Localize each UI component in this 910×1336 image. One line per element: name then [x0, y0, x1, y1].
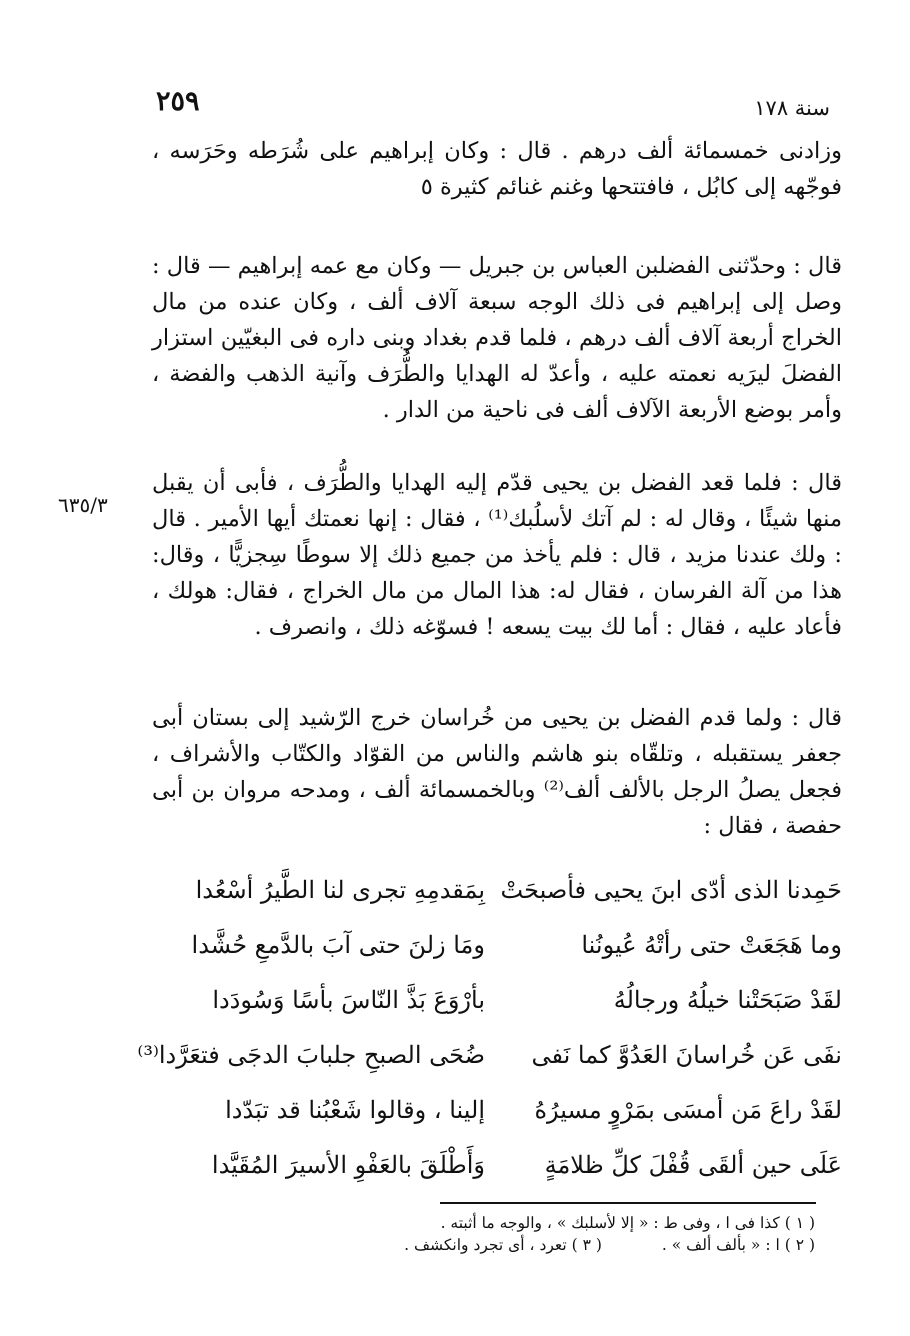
page-header: [150, 86, 830, 126]
footnotes: [255, 1212, 815, 1256]
footnote-1: ( ١ ) كذا فى ا ، وفى ط : « إلا لأسلبك » ، والوجه ما أثبته .: [440, 1214, 815, 1232]
footnote-2: ( ٢ ) ا : « بألف ألف » .: [661, 1236, 815, 1254]
poem: [130, 876, 842, 1206]
footnote-3: ( ٣ ) تعرد ، أى تجرد وانكشف .: [404, 1236, 602, 1254]
footnote-line: [255, 1234, 815, 1256]
paragraph: قال : فلما قعد الفضل بن يحيى قدّم إليه الهدايا والطُّرَف ، فأبى أن يقبل منها شيئًا ، وقال له : لم آتك لأسلُبك⁽¹⁾ ، فقال : إنها نعمتك أيها الأمير . قال : ولك عندنا مزيد ، قال : فلم يأخذ من جميع ذلك إلا سوطًا سِجزيًّا ، وقال: هذا من آلة الفرسان ، فقال له: هذا المال من مال الخراج ، فقال: هولك ، فأعاد عليه ، فقال : أما لك بيت يسعه ! فسوّغه ذلك ، وانصرف .: [152, 470, 843, 640]
verse-first-hemistich: وما هَجَعَتْ حتى رأتْهُ عُيونُنا: [581, 931, 842, 959]
poem-verse: [130, 931, 842, 986]
verse-second-hemistich: ضُحَى الصبحِ جلبابَ الدجَى فتعَرَّدا⁽³⁾: [137, 1041, 485, 1069]
running-head: سنة ١٧٨: [754, 96, 830, 120]
verse-first-hemistich: عَلَى حين ألقَى قُفْلَ كلِّ ظلامَةٍ: [544, 1151, 842, 1179]
footnote-line: [255, 1212, 815, 1234]
poem-verse: [130, 986, 842, 1041]
poem-verse: [130, 1041, 842, 1096]
margin-reference: ٦٣٥/٣: [58, 493, 108, 517]
page-number: ٢٥٩: [156, 86, 200, 117]
verse-second-hemistich: بِمَقدمِهِ تجرى لنا الطَّيرُ أسْعُدا: [195, 876, 485, 904]
verse-first-hemistich: لقَدْ راعَ مَن أمسَى بمَرْوٍ مسيرُهُ: [534, 1096, 842, 1124]
verse-second-hemistich: وَأَطْلَقَ بالعَفْوِ الأسيرَ المُقَيَّدا: [211, 1151, 485, 1179]
verse-second-hemistich: إلينا ، وقالوا شَعْبُنا قد تبَدّدا: [225, 1096, 485, 1124]
verse-first-hemistich: لقَدْ صَبَحَتْنا خيلُهُ ورجالُهُ: [613, 986, 842, 1014]
paragraph: قال : وحدّثنى الفضلبن العباس بن جبريل — وكان مع عمه إبراهيم — قال : وصل إلى إبراهيم فى ذلك الوجه سبعة آلاف ألف ، وكان عنده من مال الخراج أربعة آلاف ألف درهم ، فلما قدم بغداد وبنى داره فى البغيّين استزار الفضلَ ليرَيه نعمته عليه ، وأعدّ له الهدايا والطُّرَف وآنية الذهب والفضة ، وأمر بوضع الأربعة الآلاف ألف فى ناحية من الدار .: [152, 253, 842, 423]
verse-second-hemistich: بأرْوَعَ بَذَّ النّاسَ بأسًا وَسُودَدا: [212, 986, 485, 1014]
poem-verse: [130, 876, 842, 931]
verse-second-hemistich: ومَا زلنَ حتى آبَ بالدَّمعِ حُشَّدا: [191, 931, 485, 959]
paragraph: قال : ولما قدم الفضل بن يحيى من خُراسان خرج الرّشيد إلى بستان أبى جعفر يستقبله ، وتلقّاه بنو هاشم والناس من القوّاد والكتّاب والأشراف ، فجعل يصلُ الرجل بالألف ألف⁽²⁾ وبالخمسمائة ألف ، ومدحه مروان بن أبى حفصة ، فقال :: [152, 705, 842, 839]
paragraph: وزادنى خمسمائة ألف درهم . قال : وكان إبراهيم على شُرَطه وحَرَسه ، فوجّهه إلى كابُل ، فافتتحها وغنم غنائم كثيرة ٥: [152, 138, 842, 200]
poem-verse: [130, 1151, 842, 1206]
verse-first-hemistich: نفَى عَن خُراسانَ العَدُوَّ كما نَفى: [531, 1041, 842, 1069]
poem-verse: [130, 1096, 842, 1151]
verse-first-hemistich: حَمِدنا الذى أدّى ابنَ يحيى فأصبحَتْ: [500, 876, 842, 904]
footnote-divider: [440, 1202, 816, 1204]
